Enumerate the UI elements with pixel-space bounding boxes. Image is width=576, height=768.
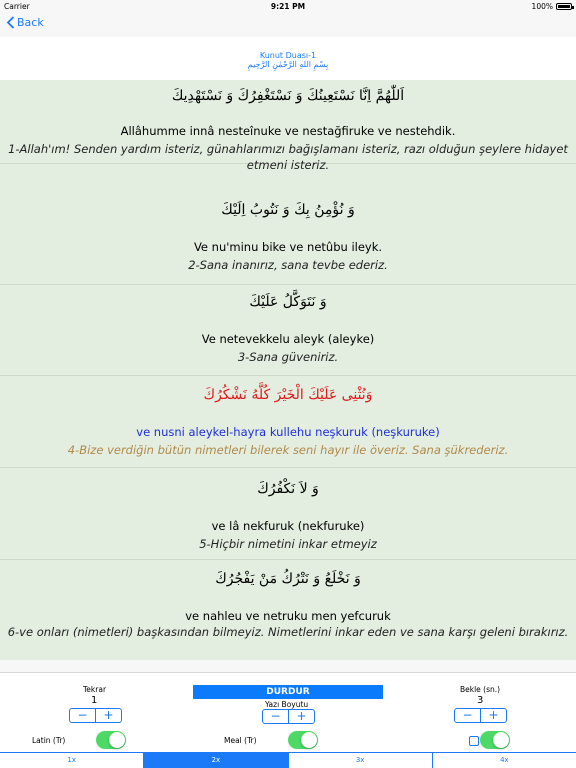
prayer-content: [0, 80, 576, 660]
verse-arabic: وَ نَخْلَعُ وَ نَتْرُكُ مَنْ يَفْجُرُكَ: [215, 571, 361, 587]
verse-latin: ve lâ nekfuruk (nekfuruke): [211, 519, 365, 533]
navigation-bar: [0, 12, 576, 37]
window-icon: [469, 736, 479, 746]
verse-block: [0, 467, 576, 560]
meal-toggle-label: Meal (Tr): [224, 736, 257, 745]
third-toggle[interactable]: [480, 731, 510, 749]
chevron-left-icon: [6, 16, 15, 29]
font-size-increment-button[interactable]: +: [296, 709, 307, 723]
font-size-label: Yazı Boyutu: [265, 700, 309, 709]
verse-arabic: وَ لاَ نَكْفُرُكَ: [257, 481, 319, 497]
playback-controls: [0, 672, 576, 753]
latin-toggle-label: Latin (Tr): [32, 736, 66, 745]
verse-meal: 1-Allah'ım! Senden yardım isteriz, günahlarımızı bağışlamanı isteriz, razı olduğun şeylere hidayet etmeni isteriz.: [8, 142, 568, 172]
verse-block: [0, 284, 576, 376]
tekrar-increment-button[interactable]: +: [103, 708, 114, 722]
status-bar: [0, 0, 576, 12]
verse-block: [0, 196, 576, 285]
verse-latin: Ve nu'minu bike ve netûbu ileyk.: [193, 240, 383, 254]
clock: 9:21 PM: [270, 2, 306, 11]
tab-3x[interactable]: 3x: [289, 753, 433, 768]
page-title: Kunut Duası-1: [259, 51, 317, 60]
bekle-decrement-button[interactable]: −: [455, 709, 481, 722]
verse-block: [0, 559, 576, 660]
battery-icon: [556, 3, 572, 10]
battery-percent: 100%: [531, 2, 553, 11]
verse-latin: Ve netevekkelu aleyk (aleyke): [201, 332, 375, 346]
bekle-value: 3: [477, 695, 484, 706]
verse-block: [0, 80, 576, 172]
verse-meal: 3-Sana güveniriz.: [237, 350, 339, 364]
back-button[interactable]: [6, 16, 44, 29]
basmala-text: بِسْمِ اللهِ الرَّحْمٰنِ الرَّحِيمِ: [247, 60, 329, 69]
tekrar-stepper[interactable]: [69, 708, 122, 723]
stop-button[interactable]: DURDUR: [193, 685, 383, 699]
tab-2x[interactable]: 2x: [144, 753, 288, 768]
meal-toggle[interactable]: [288, 731, 318, 749]
speed-tabs: [0, 752, 576, 768]
tekrar-label: Tekrar: [83, 685, 107, 694]
battery-indicator: [532, 2, 572, 11]
tab-4x[interactable]: 4x: [500, 756, 509, 764]
verse-latin: ve nusni aleykel-hayra kullehu neşkuruk (neşkuruke): [136, 425, 440, 439]
font-size-decrement-button[interactable]: −: [263, 710, 289, 723]
bekle-label: Bekle (sn.): [460, 685, 501, 694]
verse-arabic: وَنُثْنِى عَلَيْكَ الْخَيْرَ كُلَّهُ نَشْكُرُكَ: [203, 387, 373, 403]
verse-meal: 6-ve onları (nimetleri) başkasından bilmeyiz. Nimetlerini inkar eden ve sana karşı geleni bırakırız.: [7, 625, 569, 639]
tekrar-value: 1: [91, 695, 98, 706]
verse-meal: 5-Hiçbir nimetini inkar etmeyiz: [199, 537, 377, 551]
verse-arabic: وَ نَتَوَكَّلُ عَلَيْكَ: [249, 294, 327, 310]
latin-toggle[interactable]: [96, 731, 126, 749]
tekrar-decrement-button[interactable]: −: [70, 709, 96, 722]
verse-block-highlighted: [0, 375, 576, 468]
back-label: Back: [17, 16, 44, 29]
verse-arabic: اَللّٰهُمَّ اِنَّا نَسْتَعِينُكَ وَ نَسْتَغْفِرُكَ وَ نَسْتَهْدِيكَ: [171, 88, 405, 104]
page-header: [0, 37, 576, 81]
verse-latin: Allâhumme innâ nesteînuke ve nestağfiruke ve nestehdik.: [120, 124, 456, 138]
tab-1x[interactable]: 1x: [0, 753, 144, 768]
bekle-stepper[interactable]: [454, 708, 507, 723]
carrier-label: Carrier: [4, 2, 30, 11]
verse-meal: 2-Sana inanırız, sana tevbe ederiz.: [188, 258, 388, 272]
font-size-stepper[interactable]: [262, 709, 315, 724]
verse-arabic: وَ نُؤْمِنُ بِكَ وَ نَتُوبُ اِلَيْكَ: [221, 202, 355, 218]
bekle-increment-button[interactable]: +: [488, 708, 499, 722]
verse-meal: 4-Bize verdiğin bütün nimetleri bilerek seni hayır ile överiz. Sana şükrederiz.: [67, 443, 509, 457]
verse-latin: ve nahleu ve netruku men yefcuruk: [185, 609, 391, 623]
